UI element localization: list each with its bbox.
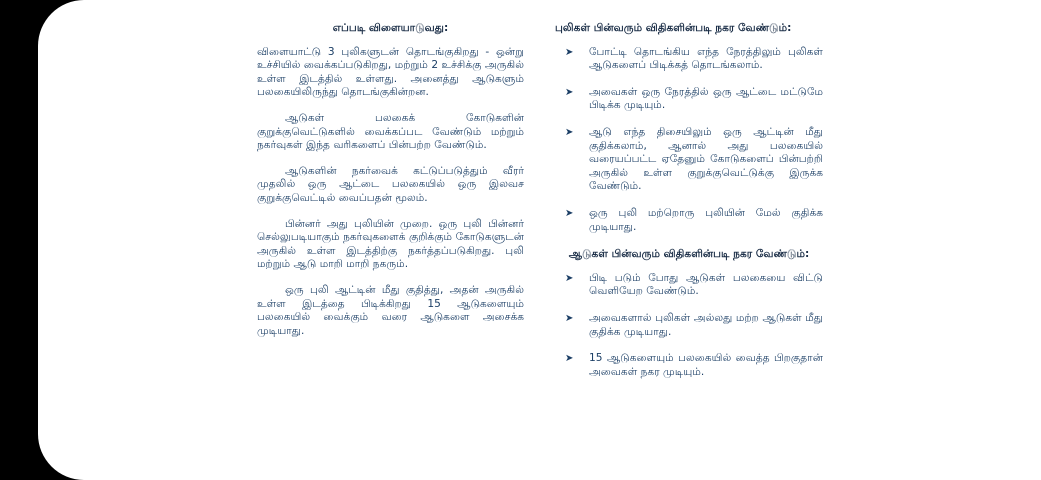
rules-paragraph: ஒரு புலி ஆட்டின் மீது குதித்து, அதன் அருகில் உள்ள இடத்தை பிடிக்கிறது 15 ஆடுகளையும் பலகையில் வைக்கும் வரை ஆடுகளை அசைக்க முடியாது. bbox=[257, 283, 524, 337]
tiger-rule-text: ஆடு எந்த திசையிலும் ஒரு ஆட்டின் மீது குதிக்கலாம், ஆனால் அது பலகையில் வரையப்பட்ட ஏதேனும் கோடுகளைப் பின்பற்றி அருகில் உள்ள குறுக்குவெட்டுக்கு இருக்க வேண்டும். bbox=[589, 125, 823, 193]
list-item bbox=[565, 207, 823, 234]
tiger-rule-text: ஒரு புலி மற்றொரு புலியின் மேல் குதிக்க முடியாது. bbox=[589, 206, 823, 233]
goat-rules-list bbox=[555, 272, 823, 380]
chevron-right-icon: ➤ bbox=[565, 86, 574, 98]
movement-rules-column bbox=[555, 22, 823, 392]
list-item bbox=[565, 126, 823, 194]
chevron-right-icon: ➤ bbox=[565, 353, 574, 365]
goat-rule-text: அவைகளால் புலிகள் அல்லது மற்ற ஆடுகள் மீது குதிக்க முடியாது. bbox=[589, 311, 823, 338]
rules-paragraph: ஆடுகள் பலகைக் கோடுகளின் குறுக்குவெட்டுகளில் வைக்கப்பட வேண்டும் மற்றும் நகர்வுகள் இந்த வரிகளைப் பின்பற்ற வேண்டும். bbox=[257, 111, 524, 152]
chevron-right-icon: ➤ bbox=[565, 46, 574, 58]
tiger-rules-heading: புலிகள் பின்வரும் விதிகளின்படி நகர வேண்டும்: bbox=[555, 22, 792, 34]
tiger-rule-text: அவைகள் ஒரு நேரத்தில் ஒரு ஆட்டை மட்டுமே பிடிக்க முடியும். bbox=[589, 85, 823, 112]
goat-rule-text: பிடி படும் போது ஆடுகள் பலகையை விட்டு வெளியேற வேண்டும். bbox=[589, 271, 823, 298]
chevron-right-icon: ➤ bbox=[565, 207, 574, 219]
list-item bbox=[565, 312, 823, 339]
rules-paragraph: ஆடுகளின் நகர்வைக் கட்டுப்படுத்தும் வீரர் முதலில் ஒரு ஆட்டை பலகையில் ஒரு இலவச குறுக்குவெட்டில் வைப்பதன் மூலம். bbox=[257, 164, 524, 204]
rules-paragraph: பின்னர் அது புலியின் முறை. ஒரு புலி பின்னர் செல்லுபடியாகும் நகர்வுகளைக் குறிக்கும் கோடுகளுடன் அருகில் உள்ள இடத்திற்கு நகர்த்தப்படுகிறது. புலி மற்றும் ஆடு மாறி மாறி நகரும். bbox=[257, 217, 524, 271]
how-to-play-column bbox=[257, 22, 524, 350]
rules-page bbox=[38, 0, 1041, 480]
how-to-play-heading: எப்படி விளையாடுவது: bbox=[332, 22, 449, 34]
rules-paragraph: விளையாட்டு 3 புலிகளுடன் தொடங்குகிறது - ஒன்று உச்சியில் வைக்கப்படுகிறது, மற்றும் 2 உச்சிக்கு அருகில் உள்ள இடத்தில் உள்ளது. அனைத்து ஆடுகளும் பலகையிலிருந்து தொடங்குகின்றன. bbox=[257, 45, 524, 99]
list-item bbox=[565, 352, 823, 379]
chevron-right-icon: ➤ bbox=[565, 312, 574, 324]
list-item bbox=[565, 272, 823, 299]
goat-rules-heading: ஆடுகள் பின்வரும் விதிகளின்படி நகர வேண்டும்: bbox=[568, 248, 810, 261]
goat-rule-text: 15 ஆடுகளையும் பலகையில் வைத்த பிறகுதான் அவைகள் நகர முடியும். bbox=[589, 352, 823, 378]
chevron-right-icon: ➤ bbox=[565, 126, 574, 138]
tiger-rule-text: போட்டி தொடங்கிய எந்த நேரத்திலும் புலிகள் ஆடுகளைப் பிடிக்கத் தொடங்கலாம். bbox=[589, 45, 823, 72]
list-item bbox=[565, 46, 823, 73]
tiger-rules-list bbox=[555, 46, 823, 235]
chevron-right-icon: ➤ bbox=[565, 272, 574, 284]
list-item bbox=[565, 86, 823, 113]
